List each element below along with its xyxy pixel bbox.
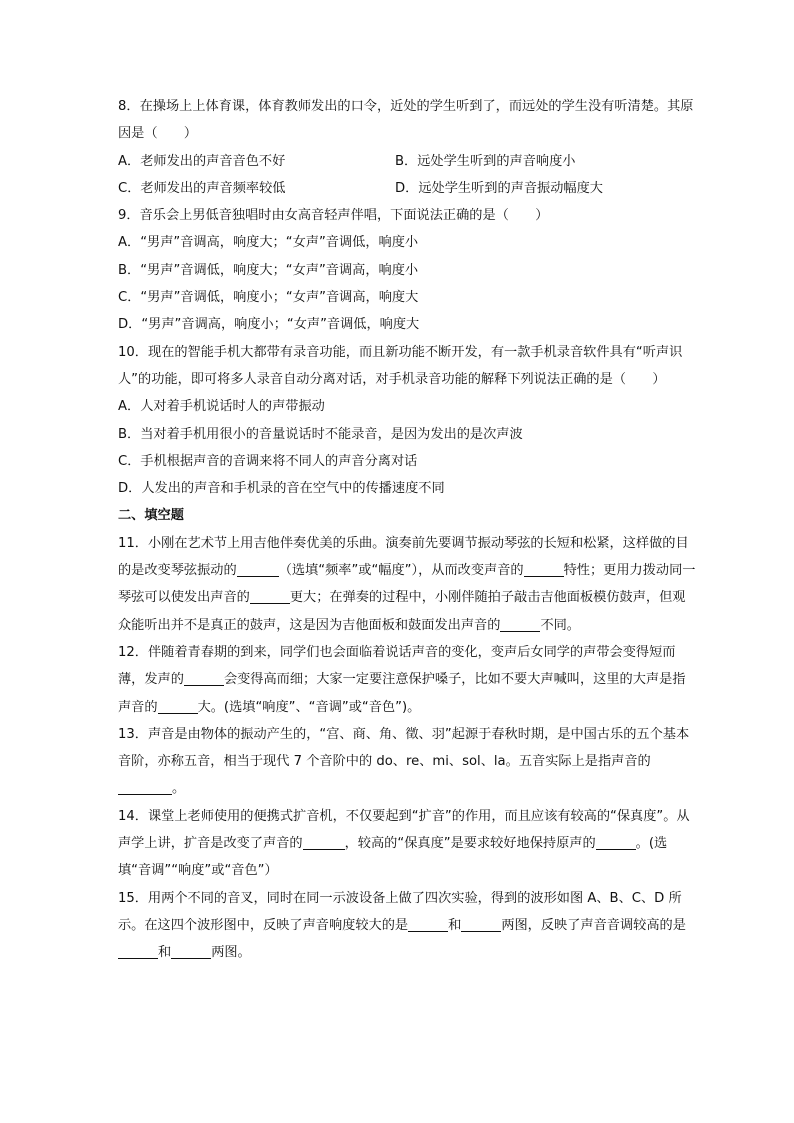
question-15-text-5: 两图。 [211, 945, 251, 961]
section-heading-fill-in: 二、填空题 [118, 508, 184, 524]
question-9-option-b: B．“男声”音调低，响度大；“女声”音调高，响度小 [118, 262, 419, 278]
question-13 [118, 721, 698, 803]
question-8-options-row-2 [118, 175, 698, 202]
question-11 [118, 530, 698, 639]
question-8-option-d: D．远处学生听到的声音振动幅度大 [395, 180, 603, 196]
question-13-text-1: 13．声音是由物体的振动产生的，“宫、商、角、徵、羽”起源于春秋时期，是中国古乐的五个基本音阶，亦称五音，相当于现代 7 个音阶中的 do、re、mi、sol、la。五音实际上是指声音的 [118, 726, 690, 770]
question-13-text-2: 。 [172, 781, 186, 797]
question-12-text-3: 大。(选填“响度”、“音调”或“音色”)。 [197, 699, 421, 715]
question-15-text-2: 和 [448, 917, 462, 933]
answer-blank[interactable] [250, 587, 290, 604]
question-14-text-1: 14．课堂上老师使用的便携式扩音机，不仅要起到“扩音”的作用，而且应该有较高的“保真度”。从声学上讲，扩音是改变了声音的 [118, 808, 690, 852]
question-14-text-2: ，较高的“保真度”是要求较好地保持原声的 [344, 836, 596, 852]
question-8-option-c: C．老师发出的声音频率较低 [118, 180, 286, 196]
question-list [118, 93, 698, 967]
question-10-stem: 10．现在的智能手机大都带有录音功能，而且新功能不断开发，有一款手机录音软件具有“听声识人”的功能，即可将多人录音自动分离对话，对手机录音功能的解释下列说法正确的是（ ） [118, 344, 683, 387]
answer-blank[interactable] [408, 915, 448, 932]
question-9-option-a: A．“男声”音调高，响度大；“女声”音调低，响度小 [118, 235, 419, 251]
question-12-text-2: 会变得高而细；大家一定要注意保护嗓子，比如不要大声喊叫，这里的大声是指声音的 [118, 672, 686, 715]
answer-blank[interactable] [158, 697, 198, 714]
question-15-text-3: 两图，反映了声音音调较高的是 [501, 917, 686, 933]
question-10-option-d: D．人发出的声音和手机录的音在空气中的传播速度不同 [118, 481, 445, 497]
question-11-text-3: 特性；更用力拨动同一琴弦可以使发出声音的 [118, 563, 696, 606]
question-10-option-c: C．手机根据声音的音调来将不同人的声音分离对话 [118, 453, 418, 469]
question-14-text-3: 。(选填“音调”“响度”或“音色”） [118, 836, 668, 879]
question-15-text-1: 15．用两个不同的音叉，同时在同一示波设备上做了四次实验，得到的波形如图 A、B、C、D 所示。在这四个波形图中，反映了声音响度较大的是 [118, 890, 682, 933]
answer-blank[interactable] [461, 915, 501, 932]
question-9 [118, 202, 698, 229]
question-8-option-b: B．远处学生听到的声音响度小 [395, 153, 576, 169]
question-9-stem: 9．音乐会上男低音独唱时由女高音轻声伴唱，下面说法正确的是（ ） [118, 208, 549, 224]
question-10-option-a: A．人对着手机说话时人的声带振动 [118, 399, 325, 415]
answer-blank[interactable] [118, 778, 172, 795]
question-15-text-4: 和 [158, 945, 172, 961]
question-12-text-1: 12．伴随着青春期的到来，同学们也会面临着说话声音的变化，变声后女同学的声带会变得短而薄，发声的 [118, 644, 676, 688]
question-9-option-d: D．“男声”音调高，响度小；“女声”音调低，响度大 [118, 317, 420, 333]
question-8 [118, 93, 698, 148]
question-11-text-4: 更大；在弹奏的过程中，小刚伴随拍子敲击吉他面板模仿鼓声，但观众能听出并不是真正的鼓声，这是因为吉他面板和鼓面发出声音的 [118, 590, 686, 633]
question-9-option-c: C．“男声”音调低，响度小；“女声”音调高，响度大 [118, 290, 419, 306]
answer-blank[interactable] [303, 833, 345, 850]
question-8-stem: 8．在操场上上体育课，体育教师发出的口令，近处的学生听到了，而远处的学生没有听清楚。其原因是（ ） [118, 99, 694, 142]
question-14 [118, 803, 698, 885]
answer-blank[interactable] [184, 669, 224, 686]
question-12 [118, 639, 698, 721]
question-8-option-a: A．老师发出的声音音色不好 [118, 153, 286, 169]
answer-blank[interactable] [171, 942, 211, 959]
question-8-options-row-1 [118, 148, 698, 175]
question-15 [118, 885, 698, 967]
question-10 [118, 339, 698, 394]
question-11-text-2: （选填“频率”或“幅度”），从而改变声音的 [278, 563, 524, 579]
answer-blank[interactable] [596, 833, 636, 850]
question-11-text-5: 不同。 [540, 617, 580, 633]
answer-blank[interactable] [524, 560, 564, 577]
answer-blank[interactable] [500, 615, 540, 632]
answer-blank[interactable] [118, 942, 158, 959]
answer-blank[interactable] [237, 560, 279, 577]
question-10-option-b: B．当对着手机用很小的音量说话时不能录音，是因为发出的是次声波 [118, 426, 523, 442]
question-11-text-1: 11．小刚在艺术节上用吉他伴奏优美的乐曲。演奏前先要调节振动琴弦的长短和松紧，这样做的目的是改变琴弦振动的 [118, 535, 689, 579]
